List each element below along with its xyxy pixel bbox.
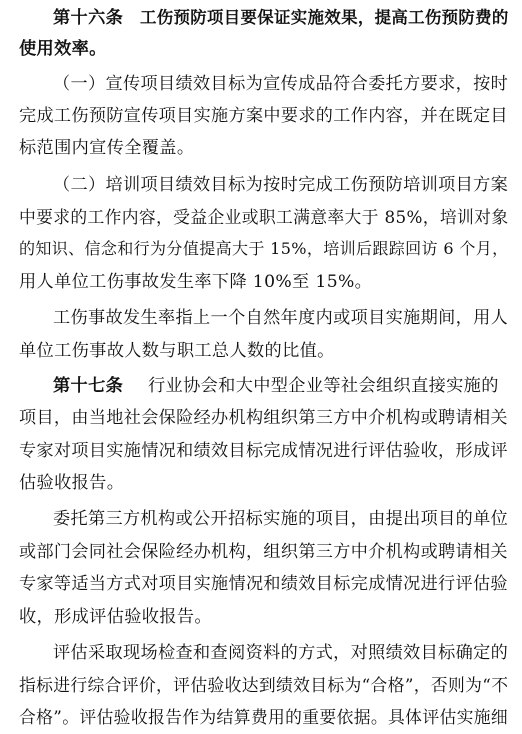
item-1-line-1: （一）宣传项目绩效目标为宣传成品符合委托方要求，按时 [53, 74, 509, 94]
article-17-line-2: 项目，由当地社会保险经办机构组织第三方中介机构或聘请相关 [19, 408, 508, 428]
evaluation-line-1: 评估采取现场检查和查阅资料的方式，对照绩效目标确定的 [53, 643, 509, 663]
item-2-line-4: 用人单位工伤事故发生率下降 10%至 15%。 [19, 272, 373, 292]
item-2-line-1: （二）培训项目绩效目标为按时完成工伤预防培训项目方案 [53, 175, 509, 195]
commissioned-line-3: 专家等适当方式对项目实施情况和绩效目标完成情况进行评估验 [19, 574, 508, 594]
article-16-line-1: 工伤预防项目要保证实施效果，提高工伤预防费的 [140, 8, 509, 27]
accident-rate-line-2: 单位工伤事故人数与职工总人数的比值。 [19, 341, 335, 361]
article-16-heading: 第十六条 [53, 8, 124, 28]
item-2-line-2: 中要求的工作内容，受益企业或职工满意率大于 85%，培训对象 [19, 207, 509, 227]
accident-rate-line-1: 工伤事故发生率指上一个自然年度内或项目实施期间，用人 [53, 308, 509, 328]
item-1-line-3: 标范围内宣传全覆盖。 [19, 138, 195, 158]
article-17-heading: 第十七条 [53, 376, 124, 396]
article-17-line-1: 行业协会和大中型企业等社会组织直接实施的 [148, 376, 499, 396]
article-17-line-4: 估验收报告。 [19, 473, 125, 493]
evaluation-line-2: 指标进行综合评价，评估验收达到绩效目标为“合格”，否则为“不 [19, 675, 509, 695]
item-1-line-2: 完成工伤预防宣传项目实施方案中要求的工作内容，并在既定目 [19, 106, 508, 126]
commissioned-line-4: 收，形成评估验收报告。 [19, 607, 212, 627]
commissioned-line-2: 或部门会同社会保险经办机构，组织第三方中介机构或聘请相关 [19, 542, 508, 562]
article-17-line-3: 专家对项目实施情况和绩效目标完成情况进行评估验收，形成评 [19, 441, 508, 461]
article-16-line-2: 使用效率。 [19, 39, 107, 59]
evaluation-line-3: 合格”。评估验收报告作为结算费用的重要依据。具体评估实施细 [19, 707, 509, 727]
item-2-line-3: 的知识、信念和行为分值提高大于 15%，培训后跟踪回访 6 个月， [19, 239, 509, 258]
commissioned-line-1: 委托第三方机构或公开招标实施的项目，由提出项目的单位 [53, 509, 509, 529]
